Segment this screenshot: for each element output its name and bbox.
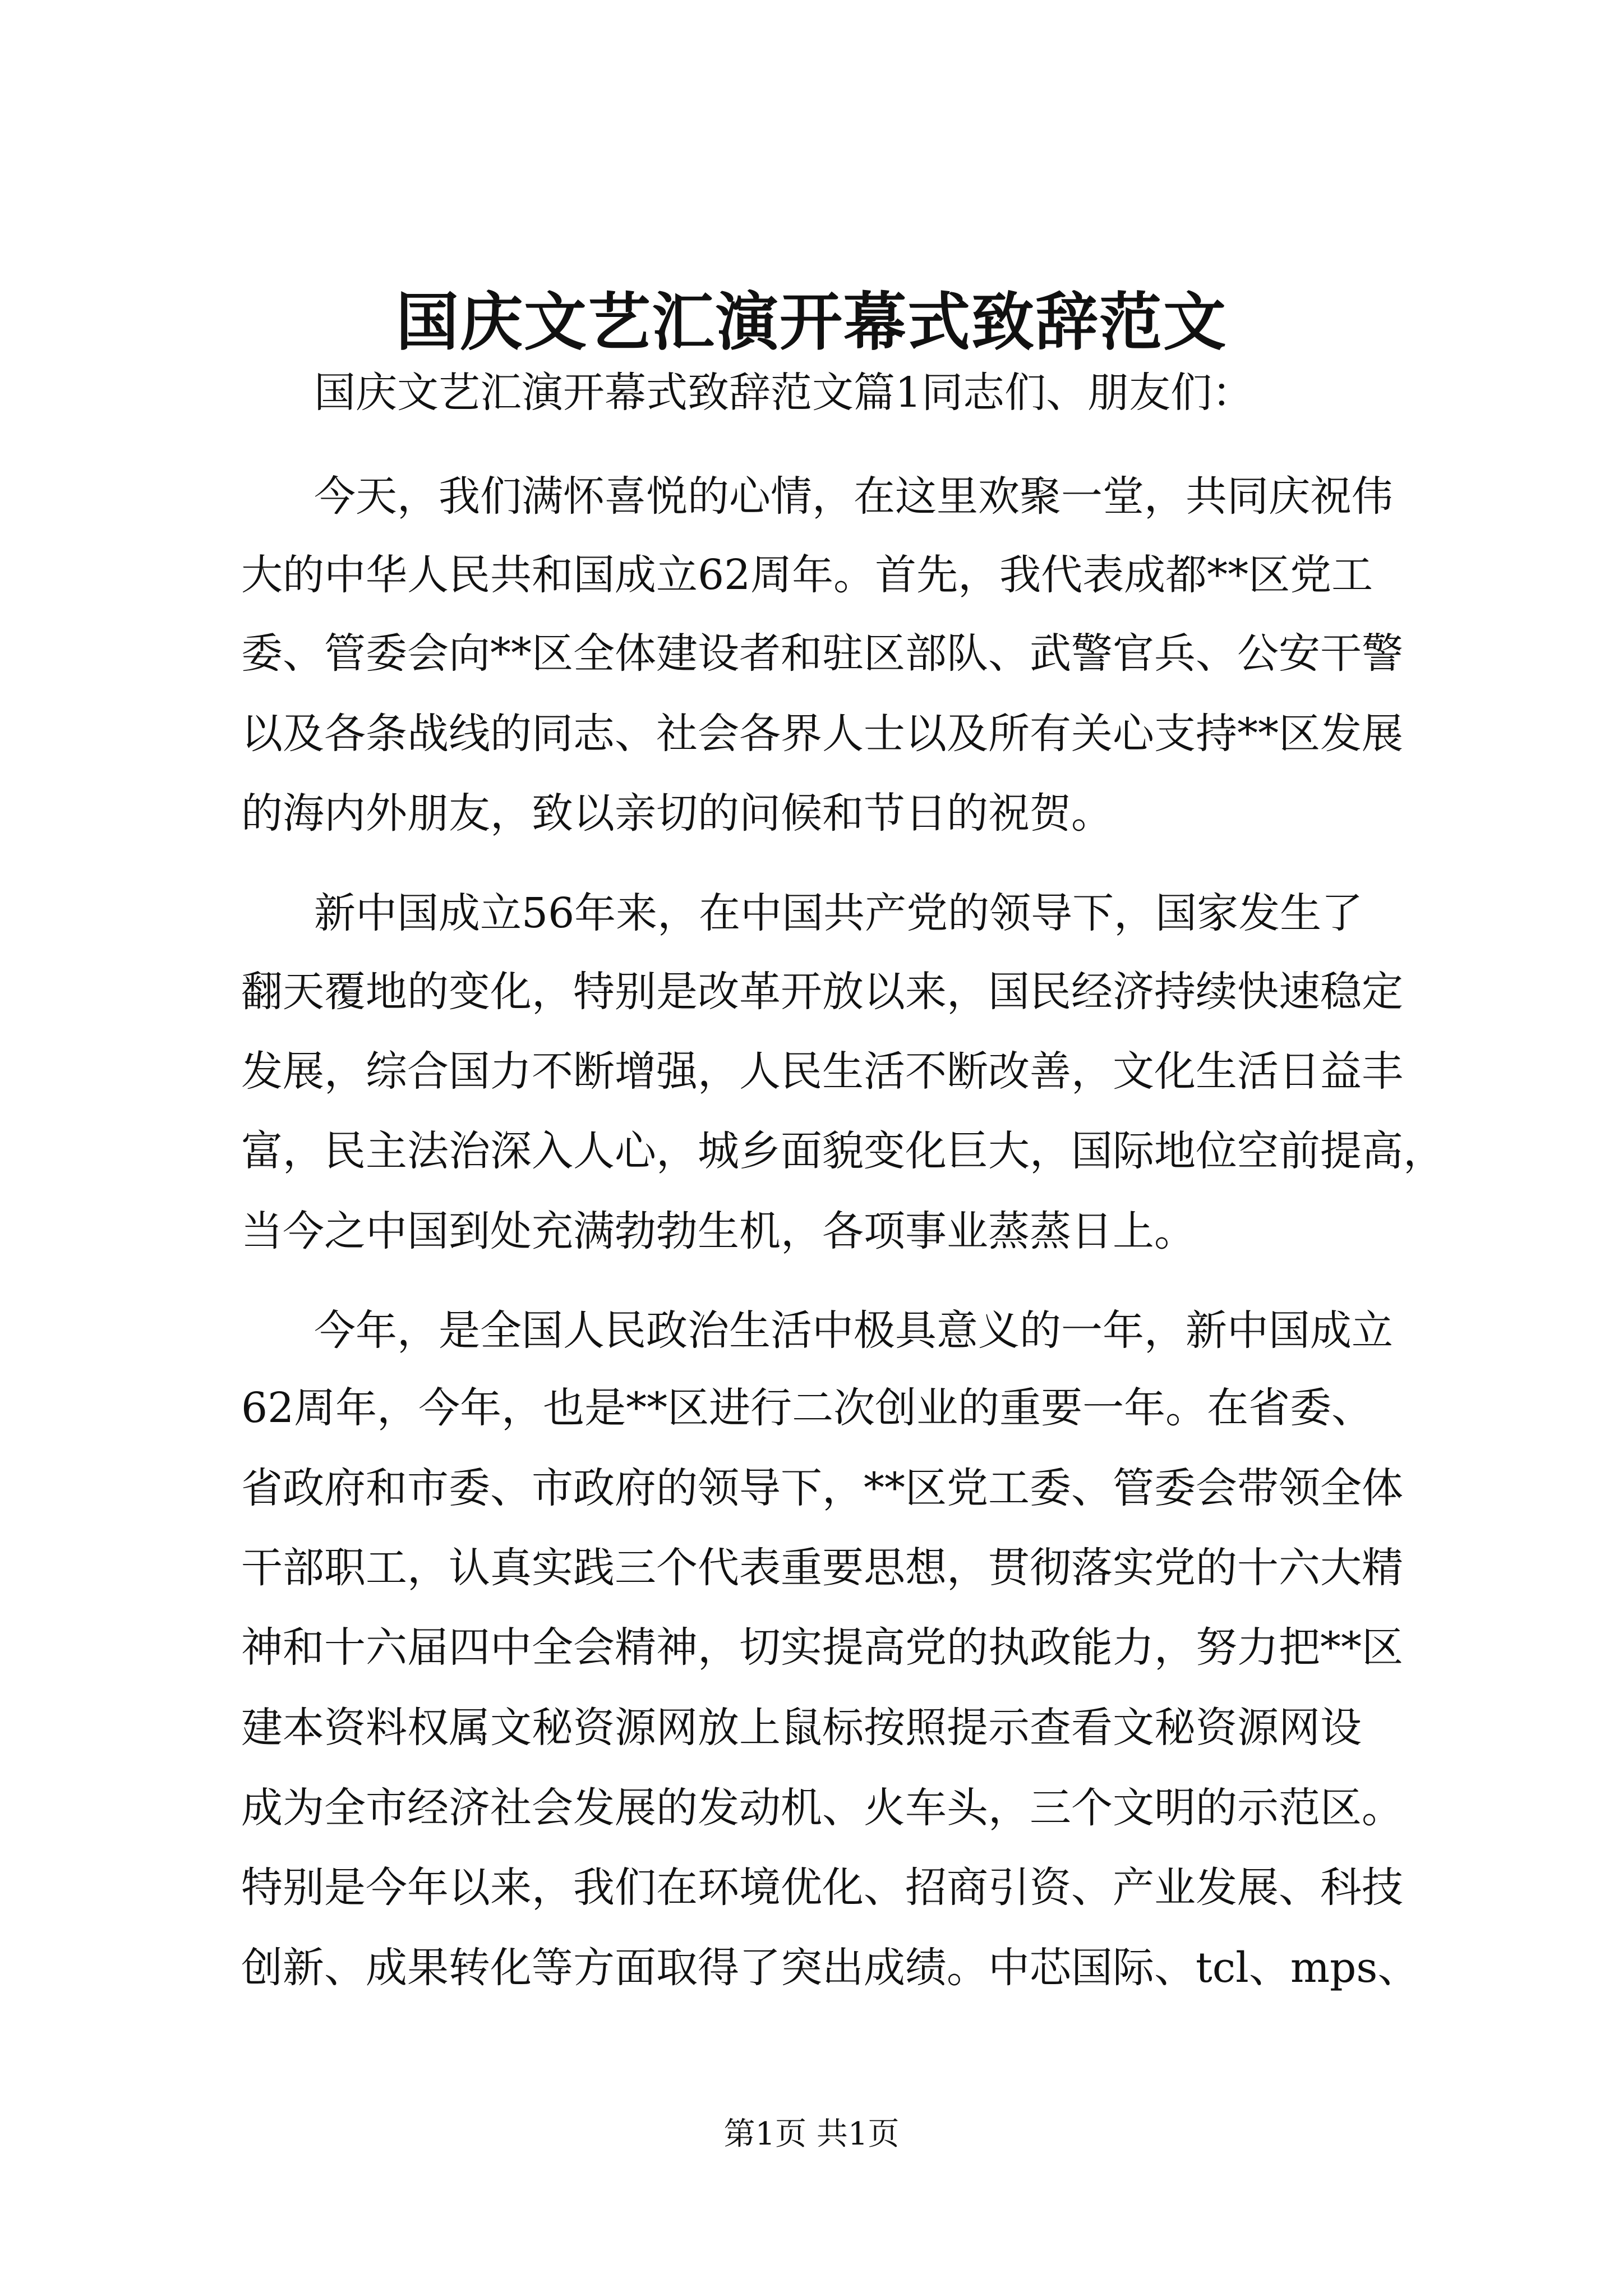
text-line: 特别是今年以来，我们在环境优化、招商引资、产业发展、科技 bbox=[241, 1864, 1403, 1912]
text-line: 大的中华人民共和国成立62周年。首先，我代表成都**区党工 bbox=[241, 551, 1373, 599]
text-line: 翻天覆地的变化，特别是改革开放以来，国民经济持续快速稳定 bbox=[241, 968, 1403, 1016]
text-line: 当今之中国到处充满勃勃生机，各项事业蒸蒸日上。 bbox=[241, 1207, 1196, 1255]
text-line: 富，民主法治深入人心，城乡面貌变化巨大，国际地位空前提高， bbox=[241, 1127, 1445, 1175]
text-line: 建本资料权属文秘资源网放上鼠标按照提示查看文秘资源网设 bbox=[241, 1704, 1362, 1752]
text-line: 创新、成果转化等方面取得了突出成绩。中芯国际、tcl、mps、 bbox=[241, 1944, 1419, 1992]
text-line: 委、管委会向**区全体建设者和驻区部队、武警官兵、公安干警 bbox=[241, 629, 1403, 678]
text-line: 干部职工，认真实践三个代表重要思想，贯彻落实党的十六大精 bbox=[241, 1544, 1403, 1592]
text-line: 新中国成立56年来，在中国共产党的领导下，国家发生了 bbox=[314, 889, 1363, 937]
document-title: 国庆文艺汇演开幕式致辞范文 bbox=[396, 286, 1227, 359]
text-line: 发展，综合国力不断增强，人民生活不断改善，文化生活日益丰 bbox=[241, 1047, 1403, 1096]
text-line: 的海内外朋友，致以亲切的问候和节日的祝贺。 bbox=[241, 789, 1113, 838]
text-line: 今天，我们满怀喜悦的心情，在这里欢聚一堂，共同庆祝伟 bbox=[314, 472, 1393, 521]
text-line: 省政府和市委、市政府的领导下，**区党工委、管委会带领全体 bbox=[241, 1464, 1403, 1512]
text-line: 成为全市经济社会发展的发动机、火车头，三个文明的示范区。 bbox=[241, 1784, 1403, 1832]
text-line: 今年，是全国人民政治生活中极具意义的一年，新中国成立 bbox=[314, 1306, 1393, 1355]
text-line: 62周年，今年，也是**区进行二次创业的重要一年。在省委、 bbox=[241, 1384, 1373, 1432]
text-line: 国庆文艺汇演开幕式致辞范文篇1同志们、朋友们： bbox=[314, 369, 1254, 417]
page-number-footer: 第1页 共1页 bbox=[723, 2116, 900, 2152]
text-line: 以及各条战线的同志、社会各界人士以及所有关心支持**区发展 bbox=[241, 710, 1403, 758]
text-line: 神和十六届四中全会精神，切实提高党的执政能力，努力把**区 bbox=[241, 1623, 1403, 1672]
